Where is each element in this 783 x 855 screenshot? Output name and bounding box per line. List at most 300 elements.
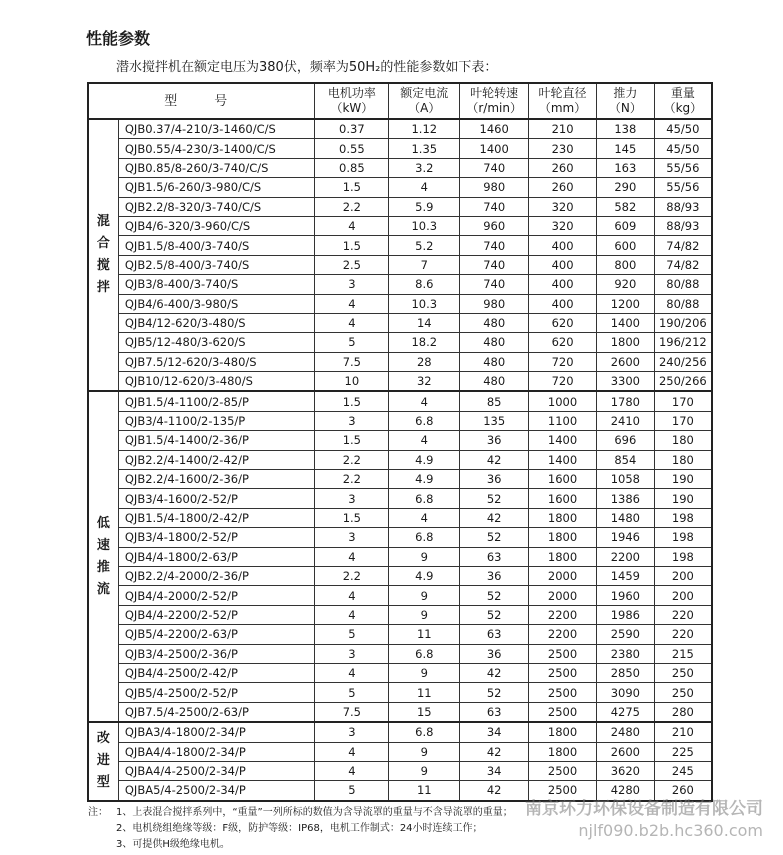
thrust-cell: 1800 bbox=[596, 333, 654, 352]
speed-cell: 480 bbox=[460, 352, 529, 371]
model-cell: QJB4/4-2200/2-52/P bbox=[118, 605, 315, 624]
weight-cell: 180 bbox=[654, 450, 712, 469]
page-title: 性能参数 bbox=[86, 29, 151, 48]
table-row bbox=[88, 255, 712, 274]
diameter-cell: 720 bbox=[529, 372, 597, 392]
header-model: 型 号 bbox=[88, 83, 315, 119]
table-row bbox=[88, 470, 712, 489]
model-cell: QJBA3/4-1800/2-34/P bbox=[118, 722, 315, 742]
current-cell: 15 bbox=[389, 702, 460, 722]
model-cell: QJB7.5/4-2500/2-63/P bbox=[118, 702, 315, 722]
weight-cell: 55/56 bbox=[654, 178, 712, 197]
diameter-cell: 260 bbox=[529, 178, 597, 197]
power-cell: 4 bbox=[315, 313, 389, 332]
power-cell: 10 bbox=[315, 372, 389, 392]
thrust-cell: 138 bbox=[596, 119, 654, 139]
table-header-row bbox=[88, 83, 712, 119]
weight-cell: 250/266 bbox=[654, 372, 712, 392]
thrust-cell: 2200 bbox=[596, 547, 654, 566]
power-cell: 1.5 bbox=[315, 508, 389, 527]
table-row bbox=[88, 722, 712, 742]
model-cell: QJB1.5/6-260/3-980/C/S bbox=[118, 178, 315, 197]
speed-cell: 740 bbox=[460, 158, 529, 177]
thrust-cell: 2480 bbox=[596, 722, 654, 742]
model-cell: QJBA4/4-1800/2-34/P bbox=[118, 742, 315, 761]
thrust-cell: 1780 bbox=[596, 391, 654, 411]
thrust-cell: 1459 bbox=[596, 566, 654, 585]
model-cell: QJB5/4-2500/2-52/P bbox=[118, 683, 315, 702]
weight-cell: 190 bbox=[654, 470, 712, 489]
speed-cell: 36 bbox=[460, 644, 529, 663]
table-row bbox=[88, 586, 712, 605]
thrust-cell: 854 bbox=[596, 450, 654, 469]
weight-cell: 80/88 bbox=[654, 294, 712, 313]
power-cell: 0.37 bbox=[315, 119, 389, 139]
table-row bbox=[88, 411, 712, 430]
thrust-cell: 609 bbox=[596, 216, 654, 235]
table-row bbox=[88, 663, 712, 682]
diameter-cell: 230 bbox=[529, 139, 597, 158]
model-cell: QJB2.2/4-2000/2-36/P bbox=[118, 566, 315, 585]
weight-cell: 210 bbox=[654, 722, 712, 742]
power-cell: 4 bbox=[315, 663, 389, 682]
power-cell: 2.2 bbox=[315, 450, 389, 469]
diameter-cell: 400 bbox=[529, 275, 597, 294]
weight-cell: 260 bbox=[654, 781, 712, 801]
table-row bbox=[88, 352, 712, 371]
power-cell: 1.5 bbox=[315, 178, 389, 197]
diameter-cell: 2000 bbox=[529, 566, 597, 585]
table-row bbox=[88, 294, 712, 313]
header-power: 电机功率 （kW） bbox=[315, 83, 389, 119]
speed-cell: 63 bbox=[460, 702, 529, 722]
thrust-cell: 1946 bbox=[596, 528, 654, 547]
power-cell: 4 bbox=[315, 761, 389, 780]
header-thrust: 推力 （N） bbox=[596, 83, 654, 119]
table-row bbox=[88, 683, 712, 702]
speed-cell: 34 bbox=[460, 722, 529, 742]
diameter-cell: 1800 bbox=[529, 722, 597, 742]
weight-cell: 80/88 bbox=[654, 275, 712, 294]
current-cell: 5.9 bbox=[389, 197, 460, 216]
weight-cell: 240/256 bbox=[654, 352, 712, 371]
group-label: 低 速 推 流 bbox=[88, 391, 118, 722]
weight-cell: 198 bbox=[654, 547, 712, 566]
thrust-cell: 1986 bbox=[596, 605, 654, 624]
diameter-cell: 400 bbox=[529, 255, 597, 274]
table-row bbox=[88, 372, 712, 392]
model-cell: QJB4/12-620/3-480/S bbox=[118, 313, 315, 332]
thrust-cell: 2590 bbox=[596, 625, 654, 644]
speed-cell: 42 bbox=[460, 450, 529, 469]
thrust-cell: 2850 bbox=[596, 663, 654, 682]
page-subtitle: 潜水搅拌机在额定电压为380伏，频率为50H₂的性能参数如下表： bbox=[116, 60, 498, 75]
thrust-cell: 3300 bbox=[596, 372, 654, 392]
speed-cell: 480 bbox=[460, 372, 529, 392]
diameter-cell: 1000 bbox=[529, 391, 597, 411]
weight-cell: 220 bbox=[654, 625, 712, 644]
power-cell: 7.5 bbox=[315, 352, 389, 371]
current-cell: 28 bbox=[389, 352, 460, 371]
weight-cell: 190 bbox=[654, 489, 712, 508]
diameter-cell: 400 bbox=[529, 236, 597, 255]
diameter-cell: 620 bbox=[529, 333, 597, 352]
group-label: 改 进 型 bbox=[88, 722, 118, 801]
model-cell: QJB1.5/4-1400/2-36/P bbox=[118, 431, 315, 450]
current-cell: 9 bbox=[389, 605, 460, 624]
model-cell: QJB2.5/8-400/3-740/S bbox=[118, 255, 315, 274]
current-cell: 4.9 bbox=[389, 450, 460, 469]
table-row bbox=[88, 333, 712, 352]
table-row bbox=[88, 197, 712, 216]
model-cell: QJB4/4-2500/2-42/P bbox=[118, 663, 315, 682]
speed-cell: 740 bbox=[460, 255, 529, 274]
diameter-cell: 2500 bbox=[529, 761, 597, 780]
power-cell: 2.2 bbox=[315, 470, 389, 489]
watermark-url: njlf090.b2b.hc360.com bbox=[578, 821, 763, 840]
table-row bbox=[88, 236, 712, 255]
table-row bbox=[88, 431, 712, 450]
diameter-cell: 1800 bbox=[529, 547, 597, 566]
current-cell: 9 bbox=[389, 663, 460, 682]
power-cell: 3 bbox=[315, 644, 389, 663]
model-cell: QJB4/6-400/3-980/S bbox=[118, 294, 315, 313]
current-cell: 1.12 bbox=[389, 119, 460, 139]
speed-cell: 36 bbox=[460, 470, 529, 489]
current-cell: 10.3 bbox=[389, 216, 460, 235]
speed-cell: 42 bbox=[460, 781, 529, 801]
model-cell: QJB5/4-2200/2-63/P bbox=[118, 625, 315, 644]
table-row bbox=[88, 139, 712, 158]
diameter-cell: 1800 bbox=[529, 528, 597, 547]
thrust-cell: 2410 bbox=[596, 411, 654, 430]
group-label: 混 合 搅 拌 bbox=[88, 119, 118, 391]
table-row bbox=[88, 178, 712, 197]
weight-cell: 250 bbox=[654, 663, 712, 682]
speed-cell: 135 bbox=[460, 411, 529, 430]
weight-cell: 250 bbox=[654, 683, 712, 702]
current-cell: 11 bbox=[389, 683, 460, 702]
power-cell: 5 bbox=[315, 781, 389, 801]
thrust-cell: 600 bbox=[596, 236, 654, 255]
model-cell: QJBA5/4-2500/2-34/P bbox=[118, 781, 315, 801]
speed-cell: 85 bbox=[460, 391, 529, 411]
thrust-cell: 145 bbox=[596, 139, 654, 158]
model-cell: QJB1.5/8-400/3-740/S bbox=[118, 236, 315, 255]
speed-cell: 960 bbox=[460, 216, 529, 235]
note-item: 2、电机绕组绝缘等级：F级，防护等级：IP68，电机工作制式：24小时连续工作； bbox=[116, 823, 483, 834]
table-row bbox=[88, 547, 712, 566]
weight-cell: 88/93 bbox=[654, 216, 712, 235]
power-cell: 4 bbox=[315, 294, 389, 313]
current-cell: 11 bbox=[389, 625, 460, 644]
power-cell: 2.2 bbox=[315, 197, 389, 216]
weight-cell: 190/206 bbox=[654, 313, 712, 332]
diameter-cell: 1800 bbox=[529, 508, 597, 527]
power-cell: 3 bbox=[315, 528, 389, 547]
table-row bbox=[88, 625, 712, 644]
model-cell: QJB5/12-480/3-620/S bbox=[118, 333, 315, 352]
diameter-cell: 320 bbox=[529, 216, 597, 235]
table-row bbox=[88, 761, 712, 780]
current-cell: 4 bbox=[389, 178, 460, 197]
weight-cell: 200 bbox=[654, 566, 712, 585]
thrust-cell: 290 bbox=[596, 178, 654, 197]
speed-cell: 52 bbox=[460, 683, 529, 702]
power-cell: 1.5 bbox=[315, 236, 389, 255]
model-cell: QJB1.5/4-1100/2-85/P bbox=[118, 391, 315, 411]
current-cell: 1.35 bbox=[389, 139, 460, 158]
thrust-cell: 3620 bbox=[596, 761, 654, 780]
current-cell: 9 bbox=[389, 586, 460, 605]
thrust-cell: 3090 bbox=[596, 683, 654, 702]
power-cell: 7.5 bbox=[315, 702, 389, 722]
thrust-cell: 2380 bbox=[596, 644, 654, 663]
speed-cell: 42 bbox=[460, 663, 529, 682]
current-cell: 9 bbox=[389, 547, 460, 566]
power-cell: 4 bbox=[315, 742, 389, 761]
current-cell: 11 bbox=[389, 781, 460, 801]
table-row bbox=[88, 742, 712, 761]
model-cell: QJB3/4-1100/2-135/P bbox=[118, 411, 315, 430]
notes bbox=[88, 805, 513, 853]
power-cell: 4 bbox=[315, 216, 389, 235]
current-cell: 5.2 bbox=[389, 236, 460, 255]
weight-cell: 74/82 bbox=[654, 255, 712, 274]
speed-cell: 52 bbox=[460, 586, 529, 605]
model-cell: QJB2.2/4-1400/2-42/P bbox=[118, 450, 315, 469]
model-cell: QJB3/4-1600/2-52/P bbox=[118, 489, 315, 508]
diameter-cell: 1400 bbox=[529, 450, 597, 469]
weight-cell: 55/56 bbox=[654, 158, 712, 177]
current-cell: 7 bbox=[389, 255, 460, 274]
speed-cell: 740 bbox=[460, 236, 529, 255]
model-cell: QJB3/8-400/3-740/S bbox=[118, 275, 315, 294]
table-row bbox=[88, 450, 712, 469]
diameter-cell: 2200 bbox=[529, 625, 597, 644]
thrust-cell: 1058 bbox=[596, 470, 654, 489]
diameter-cell: 2000 bbox=[529, 586, 597, 605]
table-row bbox=[88, 605, 712, 624]
diameter-cell: 1800 bbox=[529, 742, 597, 761]
table-row bbox=[88, 508, 712, 527]
current-cell: 4 bbox=[389, 391, 460, 411]
weight-cell: 280 bbox=[654, 702, 712, 722]
diameter-cell: 2500 bbox=[529, 683, 597, 702]
thrust-cell: 1200 bbox=[596, 294, 654, 313]
model-cell: QJB7.5/12-620/3-480/S bbox=[118, 352, 315, 371]
model-cell: QJB0.85/8-260/3-740/C/S bbox=[118, 158, 315, 177]
table-row bbox=[88, 119, 712, 139]
model-cell: QJB0.37/4-210/3-1460/C/S bbox=[118, 119, 315, 139]
note-item: 3、可提供H级绝缘电机。 bbox=[116, 839, 230, 850]
thrust-cell: 582 bbox=[596, 197, 654, 216]
diameter-cell: 400 bbox=[529, 294, 597, 313]
diameter-cell: 1100 bbox=[529, 411, 597, 430]
weight-cell: 45/50 bbox=[654, 119, 712, 139]
table-row bbox=[88, 489, 712, 508]
power-cell: 2.2 bbox=[315, 566, 389, 585]
speed-cell: 480 bbox=[460, 333, 529, 352]
thrust-cell: 696 bbox=[596, 431, 654, 450]
model-cell: QJB4/4-2000/2-52/P bbox=[118, 586, 315, 605]
model-cell: QJB0.55/4-230/3-1400/C/S bbox=[118, 139, 315, 158]
diameter-cell: 2500 bbox=[529, 663, 597, 682]
thrust-cell: 1480 bbox=[596, 508, 654, 527]
thrust-cell: 800 bbox=[596, 255, 654, 274]
thrust-cell: 920 bbox=[596, 275, 654, 294]
note-item: 注： 1、上表混合搅拌系列中，“重量”一列所标的数值为含导流罩的重量与不含导流罩的重量； bbox=[88, 805, 513, 821]
table-row bbox=[88, 644, 712, 663]
speed-cell: 63 bbox=[460, 547, 529, 566]
diameter-cell: 1600 bbox=[529, 470, 597, 489]
weight-cell: 220 bbox=[654, 605, 712, 624]
notes-lead: 注： bbox=[88, 807, 108, 818]
current-cell: 4.9 bbox=[389, 470, 460, 489]
diameter-cell: 320 bbox=[529, 197, 597, 216]
thrust-cell: 1400 bbox=[596, 313, 654, 332]
current-cell: 8.6 bbox=[389, 275, 460, 294]
table-row bbox=[88, 391, 712, 411]
table-row bbox=[88, 158, 712, 177]
diameter-cell: 1400 bbox=[529, 431, 597, 450]
watermark-company: 南京环力环保设备制造有限公司 bbox=[525, 799, 763, 819]
model-cell: QJB4/6-320/3-960/C/S bbox=[118, 216, 315, 235]
thrust-cell: 1960 bbox=[596, 586, 654, 605]
weight-cell: 74/82 bbox=[654, 236, 712, 255]
power-cell: 1.5 bbox=[315, 431, 389, 450]
diameter-cell: 1600 bbox=[529, 489, 597, 508]
current-cell: 9 bbox=[389, 742, 460, 761]
power-cell: 3 bbox=[315, 722, 389, 742]
diameter-cell: 2500 bbox=[529, 781, 597, 801]
speed-cell: 42 bbox=[460, 742, 529, 761]
power-cell: 4 bbox=[315, 605, 389, 624]
diameter-cell: 620 bbox=[529, 313, 597, 332]
weight-cell: 225 bbox=[654, 742, 712, 761]
header-current: 额定电流 （A） bbox=[389, 83, 460, 119]
speed-cell: 1400 bbox=[460, 139, 529, 158]
current-cell: 32 bbox=[389, 372, 460, 392]
watermark bbox=[525, 798, 763, 842]
power-cell: 3 bbox=[315, 489, 389, 508]
model-cell: QJBA4/4-2500/2-34/P bbox=[118, 761, 315, 780]
model-cell: QJB4/4-1800/2-63/P bbox=[118, 547, 315, 566]
speed-cell: 36 bbox=[460, 566, 529, 585]
power-cell: 0.55 bbox=[315, 139, 389, 158]
power-cell: 5 bbox=[315, 333, 389, 352]
current-cell: 9 bbox=[389, 761, 460, 780]
weight-cell: 245 bbox=[654, 761, 712, 780]
speed-cell: 740 bbox=[460, 275, 529, 294]
speed-cell: 1460 bbox=[460, 119, 529, 139]
current-cell: 6.8 bbox=[389, 528, 460, 547]
speed-cell: 34 bbox=[460, 761, 529, 780]
header-speed: 叶轮转速 （r/min） bbox=[460, 83, 529, 119]
current-cell: 3.2 bbox=[389, 158, 460, 177]
current-cell: 4 bbox=[389, 431, 460, 450]
speed-cell: 42 bbox=[460, 508, 529, 527]
table-row bbox=[88, 275, 712, 294]
power-cell: 2.5 bbox=[315, 255, 389, 274]
thrust-cell: 4280 bbox=[596, 781, 654, 801]
speed-cell: 980 bbox=[460, 294, 529, 313]
weight-cell: 45/50 bbox=[654, 139, 712, 158]
table-row bbox=[88, 313, 712, 332]
model-cell: QJB2.2/8-320/3-740/C/S bbox=[118, 197, 315, 216]
table-row bbox=[88, 566, 712, 585]
performance-table bbox=[87, 82, 713, 802]
speed-cell: 480 bbox=[460, 313, 529, 332]
diameter-cell: 720 bbox=[529, 352, 597, 371]
power-cell: 5 bbox=[315, 683, 389, 702]
weight-cell: 88/93 bbox=[654, 197, 712, 216]
table-row bbox=[88, 702, 712, 722]
power-cell: 0.85 bbox=[315, 158, 389, 177]
power-cell: 4 bbox=[315, 547, 389, 566]
weight-cell: 198 bbox=[654, 528, 712, 547]
weight-cell: 170 bbox=[654, 411, 712, 430]
weight-cell: 180 bbox=[654, 431, 712, 450]
speed-cell: 740 bbox=[460, 197, 529, 216]
speed-cell: 63 bbox=[460, 625, 529, 644]
model-cell: QJB1.5/4-1800/2-42/P bbox=[118, 508, 315, 527]
header-diameter: 叶轮直径 （mm） bbox=[529, 83, 597, 119]
thrust-cell: 2600 bbox=[596, 352, 654, 371]
current-cell: 10.3 bbox=[389, 294, 460, 313]
current-cell: 4 bbox=[389, 508, 460, 527]
weight-cell: 196/212 bbox=[654, 333, 712, 352]
speed-cell: 980 bbox=[460, 178, 529, 197]
diameter-cell: 2200 bbox=[529, 605, 597, 624]
speed-cell: 52 bbox=[460, 605, 529, 624]
current-cell: 18.2 bbox=[389, 333, 460, 352]
model-cell: QJB10/12-620/3-480/S bbox=[118, 372, 315, 392]
diameter-cell: 2500 bbox=[529, 644, 597, 663]
power-cell: 4 bbox=[315, 586, 389, 605]
weight-cell: 200 bbox=[654, 586, 712, 605]
table-row bbox=[88, 528, 712, 547]
weight-cell: 170 bbox=[654, 391, 712, 411]
weight-cell: 198 bbox=[654, 508, 712, 527]
current-cell: 6.8 bbox=[389, 411, 460, 430]
diameter-cell: 2500 bbox=[529, 702, 597, 722]
speed-cell: 52 bbox=[460, 489, 529, 508]
diameter-cell: 260 bbox=[529, 158, 597, 177]
power-cell: 3 bbox=[315, 411, 389, 430]
current-cell: 6.8 bbox=[389, 644, 460, 663]
speed-cell: 52 bbox=[460, 528, 529, 547]
current-cell: 6.8 bbox=[389, 489, 460, 508]
weight-cell: 215 bbox=[654, 644, 712, 663]
speed-cell: 36 bbox=[460, 431, 529, 450]
power-cell: 5 bbox=[315, 625, 389, 644]
table-body bbox=[88, 119, 712, 801]
thrust-cell: 2600 bbox=[596, 742, 654, 761]
header-weight: 重量 （kg） bbox=[654, 83, 712, 119]
diameter-cell: 210 bbox=[529, 119, 597, 139]
thrust-cell: 1386 bbox=[596, 489, 654, 508]
model-cell: QJB2.2/4-1600/2-36/P bbox=[118, 470, 315, 489]
power-cell: 1.5 bbox=[315, 391, 389, 411]
power-cell: 3 bbox=[315, 275, 389, 294]
model-cell: QJB3/4-1800/2-52/P bbox=[118, 528, 315, 547]
current-cell: 14 bbox=[389, 313, 460, 332]
current-cell: 4.9 bbox=[389, 566, 460, 585]
model-cell: QJB3/4-2500/2-36/P bbox=[118, 644, 315, 663]
thrust-cell: 163 bbox=[596, 158, 654, 177]
thrust-cell: 4275 bbox=[596, 702, 654, 722]
